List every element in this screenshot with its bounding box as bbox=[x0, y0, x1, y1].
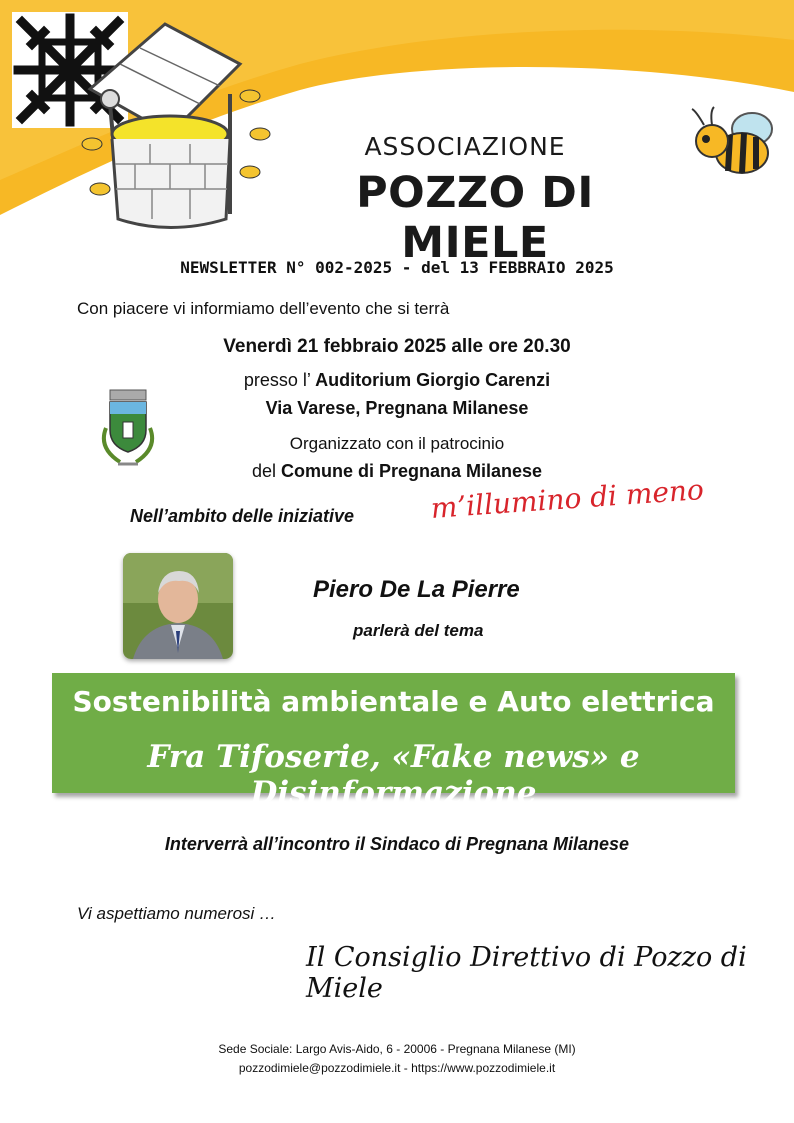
talk-intro: parlerà del tema bbox=[353, 621, 484, 640]
patronage-text: Organizzato con il patrocinio bbox=[289, 434, 505, 453]
newsletter-title: NEWSLETTER N° 002-2025 - del 13 FEBBRAIO 2025 bbox=[180, 258, 614, 277]
comune-crest-icon bbox=[96, 388, 160, 470]
topic-banner bbox=[52, 673, 735, 811]
bee-icon bbox=[690, 105, 780, 185]
banner-title: Sostenibilità ambientale e Auto elettrica bbox=[72, 685, 715, 718]
speaker-photo bbox=[123, 553, 233, 659]
association-label: ASSOCIAZIONE bbox=[364, 132, 566, 161]
banner-subtitle: Fra Tifoserie, «Fake news» e Disinformazione bbox=[147, 739, 640, 811]
event-address: Via Varese, Pregnana Milanese bbox=[265, 398, 529, 418]
venue-prefix: presso l’ bbox=[243, 370, 316, 390]
comune-name: Comune di Pregnana Milanese bbox=[280, 461, 543, 481]
footer-contacts: pozzodimiele@pozzodimiele.it - https://www.pozzodimiele.it bbox=[238, 1061, 556, 1075]
venue-name: Auditorium Giorgio Carenzi bbox=[315, 370, 551, 390]
speaker-name: Piero De La Pierre bbox=[313, 576, 520, 603]
millumino-di-meno-logo: m’illumino di meno bbox=[429, 473, 705, 525]
signature: Il Consiglio Direttivo di Pozzo di Miele bbox=[306, 942, 747, 1004]
event-date: Venerdì 21 febbraio 2025 alle ore 20.30 bbox=[223, 336, 571, 357]
association-name: POZZO DI MIELE bbox=[356, 168, 594, 268]
mayor-note: Interverrà all’incontro il Sindaco di Pregnana Milanese bbox=[164, 834, 630, 854]
comune-prefix: del bbox=[251, 461, 281, 481]
welcome-text: Vi aspettiamo numerosi … bbox=[77, 904, 277, 923]
initiative-text: Nell’ambito delle iniziative bbox=[130, 506, 355, 526]
event-intro: Con piacere vi informiamo dell’evento che si terrà bbox=[77, 299, 450, 318]
honey-well-icon bbox=[70, 14, 280, 234]
footer-address: Sede Sociale: Largo Avis-Aido, 6 - 20006 - Pregnana Milanese (MI) bbox=[218, 1042, 576, 1056]
